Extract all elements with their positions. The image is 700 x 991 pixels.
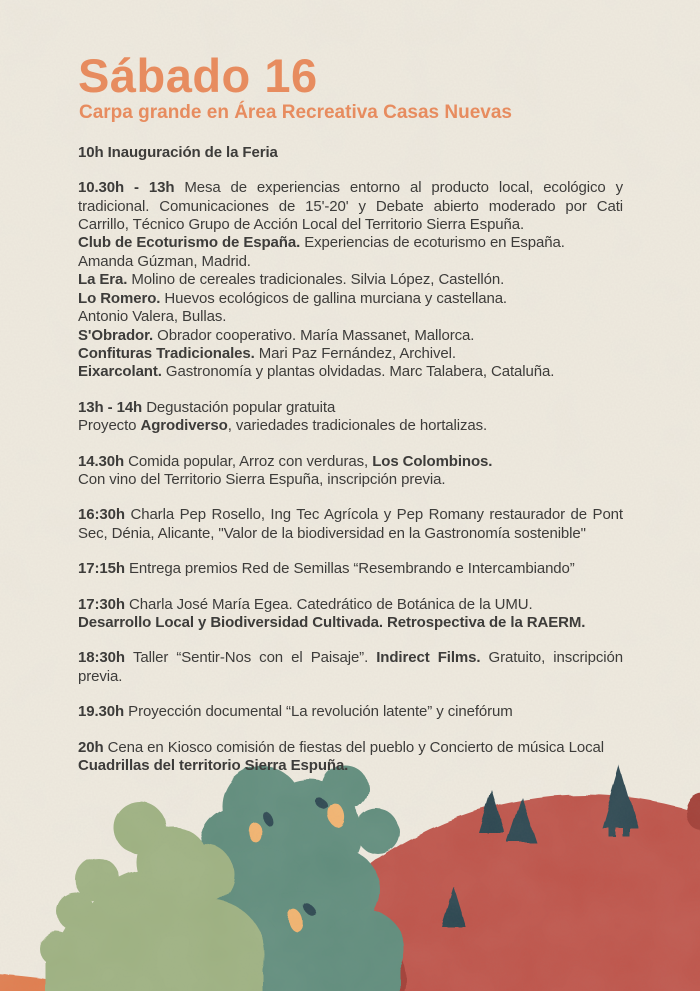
content-column bbox=[78, 49, 623, 775]
event-text-bold: 18:30h bbox=[78, 649, 134, 667]
event-text: Experiencias de ecoturismo en España. bbox=[304, 234, 565, 252]
event-10-30h-13h bbox=[78, 179, 623, 381]
event-text: Amanda Gúzman, Madrid. bbox=[78, 252, 251, 270]
event-text-bold: 20h bbox=[78, 738, 108, 756]
event-text-bold: 13h - 14h bbox=[78, 398, 147, 416]
event-text-bold: Agrodiverso bbox=[140, 417, 228, 435]
event-text: Comida popular, Arroz con verduras, bbox=[128, 452, 373, 470]
event-text: , variedades tradicionales de hortalizas. bbox=[227, 417, 488, 435]
event-text: Proyección documental “La revolución latente” y cinefórum bbox=[128, 703, 513, 721]
event-text: Entrega premios Red de Semillas “Resembrando e Intercambiando” bbox=[129, 560, 575, 578]
event-text-bold: La Era. bbox=[78, 271, 132, 289]
event-text-bold: Club de Ecoturismo de España. bbox=[78, 234, 305, 252]
page-title: Sábado 16 bbox=[78, 49, 318, 102]
event-text: Charla Pep Rosello, Ing Tec Agrícola y Pep Romany restaurador de Pont Sec, Dénia, Alicante, "Valor de la biodiversidad en la Gastronomía sostenible" bbox=[78, 506, 623, 542]
event-text: Molino de cereales tradicionales. Silvia López, Castellón. bbox=[131, 271, 505, 289]
event-text: Degustación popular gratuita bbox=[146, 398, 336, 416]
event-text: Antonio Valera, Bullas. bbox=[78, 308, 227, 326]
event-text: Gastronomía y plantas olvidadas. Marc Talabera, Cataluña. bbox=[165, 363, 555, 381]
event-text: Huevos ecológicos de gallina murciana y castellana. bbox=[164, 289, 508, 307]
event-text-bold: 10.30h - 13h bbox=[78, 179, 185, 197]
event-text: Obrador cooperativo. María Massanet, Mallorca. bbox=[157, 326, 475, 344]
event-text: Charla José María Egea. Catedrático de Botánica de la UMU. bbox=[129, 595, 533, 613]
event-text-bold: Lo Romero. bbox=[78, 289, 165, 307]
event-text-bold: Los Colombinos. bbox=[372, 452, 493, 470]
event-text: Gratuito, inscripción previa. bbox=[78, 649, 623, 685]
event-text-bold: 14.30h bbox=[78, 452, 129, 470]
event-19-30h bbox=[78, 703, 623, 721]
event-text-bold: Cuadrillas del territorio Sierra Espuña. bbox=[78, 757, 349, 774]
event-text: Mesa de experiencias entorno al producto local, ecológico y tradicional. Comunicaciones de 15'-20' y Debate abierto moderado por Cati Carrillo, Técnico Grupo de Acción Local del Territorio Sierra Espuña. bbox=[78, 179, 623, 234]
event-text: Mari Paz Fernández, Archivel. bbox=[258, 344, 456, 362]
event-text-bold: 17:30h bbox=[78, 595, 129, 613]
event-18-30h bbox=[78, 649, 623, 686]
event-16-30h bbox=[78, 506, 623, 543]
event-20h bbox=[78, 739, 623, 776]
event-10h bbox=[78, 144, 623, 162]
schedule-list bbox=[78, 144, 623, 776]
event-text: Con vino del Territorio Sierra Espuña, inscripción previa. bbox=[78, 470, 446, 488]
event-17-15h bbox=[78, 560, 623, 578]
event-text-bold: 19.30h bbox=[78, 703, 129, 721]
event-text: Proyecto bbox=[78, 417, 141, 435]
event-17-30h bbox=[78, 596, 623, 633]
event-text-bold: 16:30h bbox=[78, 506, 131, 524]
event-13h-14h bbox=[78, 399, 623, 436]
event-text: Taller “Sentir-Nos con el Paisaje”. bbox=[133, 649, 377, 667]
event-text-bold: 10h Inauguración de la Feria bbox=[78, 143, 278, 161]
event-text-bold: Confituras Tradicionales. bbox=[78, 344, 259, 362]
event-text: Cena en Kiosco comisión de fiestas del pueblo y Concierto de música Local bbox=[107, 738, 604, 756]
page-subtitle: Carpa grande en Área Recreativa Casas Nuevas bbox=[79, 102, 513, 123]
event-text-bold: Indirect Films. bbox=[376, 649, 489, 667]
event-text-bold: Eixarcolant. bbox=[78, 363, 166, 381]
event-14-30h bbox=[78, 453, 623, 490]
event-text-bold: S'Obrador. bbox=[78, 326, 158, 344]
event-text-bold: 17:15h bbox=[78, 560, 129, 578]
event-text-bold: Desarrollo Local y Biodiversidad Cultivada. Retrospectiva de la RAERM. bbox=[78, 613, 586, 631]
